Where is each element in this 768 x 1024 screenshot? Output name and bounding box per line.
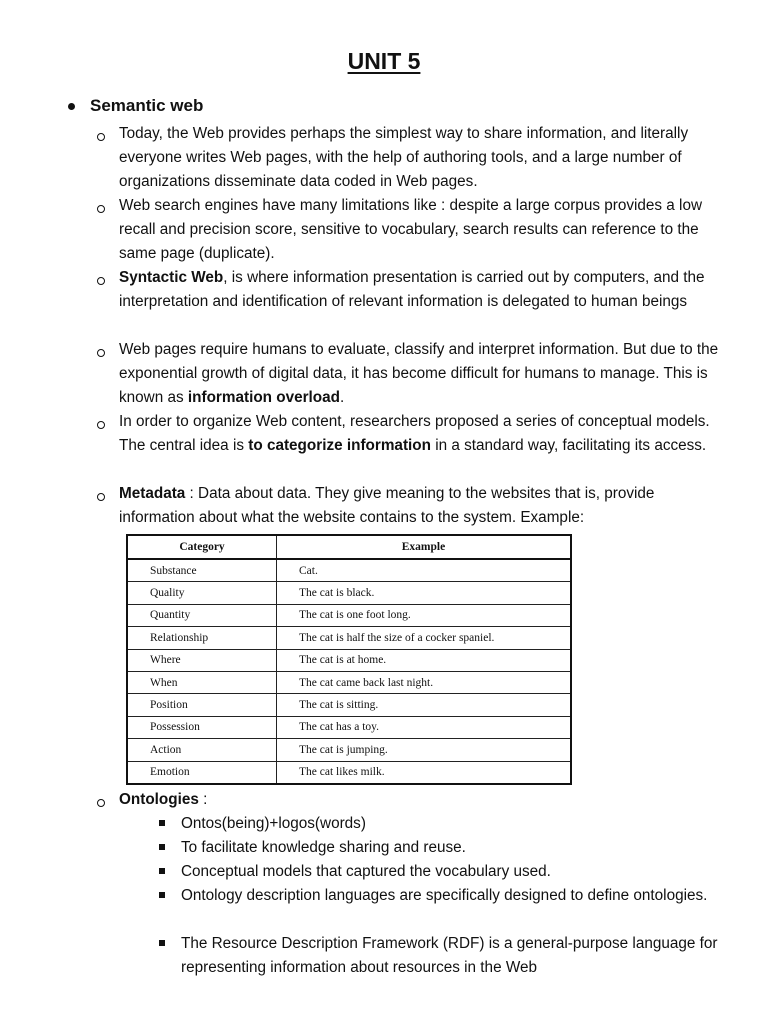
table-cell: The cat is one foot long.	[277, 604, 572, 626]
page-title: UNIT 5	[347, 48, 421, 74]
ring-bullet	[97, 349, 105, 357]
table-row	[127, 627, 571, 649]
ontology-item: Conceptual models that captured the vocabulary used.	[181, 863, 551, 880]
table-cell: Where	[127, 649, 277, 671]
table-cell: Quantity	[127, 604, 277, 626]
ontology-item: To facilitate knowledge sharing and reuse.	[181, 839, 466, 856]
point-text: In order to organize Web content, researchers proposed a series of conceptual models. The central idea is to categorize information in a standard way, facilitating its access.	[119, 413, 710, 454]
table-cell: Substance	[127, 559, 277, 582]
point-text: Metadata : Data about data. They give meaning to the websites that is, provide information about what the website contains to the system. Example:	[119, 485, 655, 526]
table-cell: Quality	[127, 582, 277, 604]
table-row	[127, 671, 571, 693]
point-text: Web pages require humans to evaluate, classify and interpret information. But due to the exponential growth of digital data, it has become difficult for humans to manage. This is known as information overload.	[119, 341, 719, 406]
table-row	[127, 761, 571, 784]
table-cell: Relationship	[127, 627, 277, 649]
ring-bullet	[97, 133, 105, 141]
point-text: Today, the Web provides perhaps the simplest way to share information, and literally everyone writes Web pages, with the help of authoring tools, and a large number of organizations disseminate data coded in Web pages.	[119, 125, 689, 190]
square-bullet	[159, 940, 165, 946]
table-cell: Cat.	[277, 559, 572, 582]
metadata-table	[126, 534, 572, 785]
ontology-item: Ontos(being)+logos(words)	[181, 815, 366, 832]
table-cell: The cat is at home.	[277, 649, 572, 671]
table-cell: Possession	[127, 716, 277, 738]
ontology-item: Ontology description languages are specifically designed to define ontologies.	[181, 887, 708, 904]
ontologies-heading: Ontologies :	[119, 791, 208, 808]
square-bullet	[159, 892, 165, 898]
table-cell: Position	[127, 694, 277, 716]
square-bullet	[159, 868, 165, 874]
section-bullet	[68, 103, 75, 110]
column-header: Example	[277, 535, 572, 559]
table-cell: Action	[127, 739, 277, 761]
table-cell: The cat is jumping.	[277, 739, 572, 761]
table-row	[127, 582, 571, 604]
table-row	[127, 604, 571, 626]
square-bullet	[159, 820, 165, 826]
column-header: Category	[127, 535, 277, 559]
square-bullet	[159, 844, 165, 850]
point-text: Web search engines have many limitations like : despite a large corpus provides a low recall and precision score, sensitive to vocabulary, search results can reference to the same page (duplicate).	[119, 197, 702, 262]
ontology-item: The Resource Description Framework (RDF) is a general-purpose language for representing information about resources in the Web	[181, 935, 718, 976]
ring-bullet	[97, 421, 105, 429]
table-cell: The cat is sitting.	[277, 694, 572, 716]
ring-bullet	[97, 493, 105, 501]
table-cell: The cat is black.	[277, 582, 572, 604]
table-row	[127, 739, 571, 761]
table-row	[127, 559, 571, 582]
ring-bullet	[97, 799, 105, 807]
table-cell: The cat is half the size of a cocker spaniel.	[277, 627, 572, 649]
point-text: Syntactic Web, is where information presentation is carried out by computers, and the interpretation and identification of relevant information is delegated to human beings	[119, 269, 705, 310]
table-cell: The cat came back last night.	[277, 671, 572, 693]
section-heading: Semantic web	[90, 96, 204, 115]
table-header-row	[127, 535, 571, 559]
ring-bullet	[97, 205, 105, 213]
table-row	[127, 716, 571, 738]
table-cell: The cat likes milk.	[277, 761, 572, 784]
table-cell: The cat has a toy.	[277, 716, 572, 738]
table-row	[127, 694, 571, 716]
ring-bullet	[97, 277, 105, 285]
table-row	[127, 649, 571, 671]
table-cell: Emotion	[127, 761, 277, 784]
table-cell: When	[127, 671, 277, 693]
